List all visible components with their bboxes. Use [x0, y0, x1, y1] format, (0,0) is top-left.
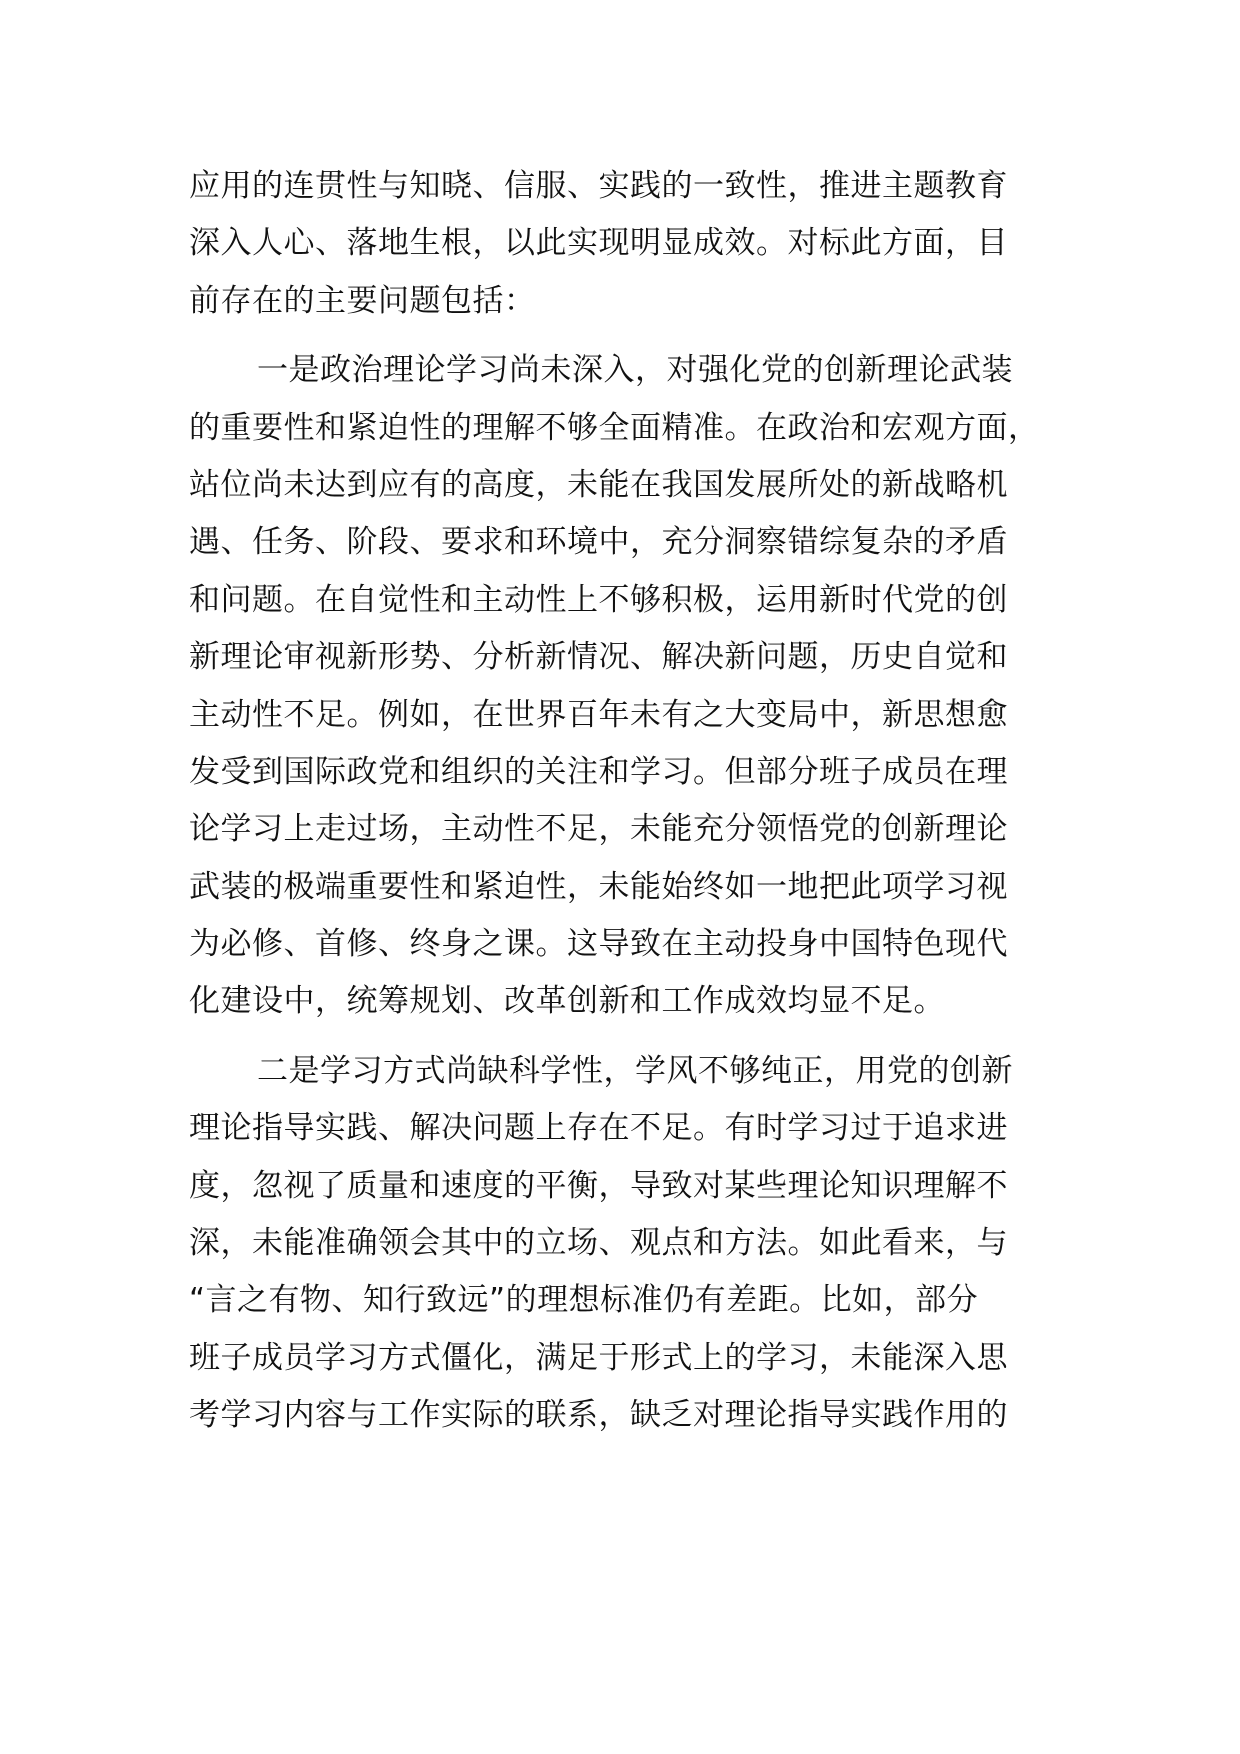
text-line: 班子成员学习方式僵化，满足于形式上的学习，未能深入思 — [189, 1339, 1008, 1376]
text-line: “言之有物、知行致远”的理想标准仍有差距。比如，部分 — [189, 1282, 979, 1319]
text-line: 的重要性和紧迫性的理解不够全面精准。在政治和宏观方面， — [189, 409, 1040, 446]
text-line: 理论指导实践、解决问题上存在不足。有时学习过于追求进 — [189, 1110, 1008, 1147]
text-line: 深入人心、落地生根，以此实现明显成效。对标此方面，目 — [189, 225, 1008, 262]
text-line: 新理论审视新形势、分析新情况、解决新问题，历史自觉和 — [189, 639, 1008, 676]
text-line: 前存在的主要问题包括： — [189, 282, 536, 319]
paragraph-intro — [189, 158, 1089, 330]
text-line: 应用的连贯性与知晓、信服、实践的一致性，推进主题教育 — [189, 168, 1008, 204]
text-line: 考学习内容与工作实际的联系，缺乏对理论指导实践作用的 — [189, 1397, 1008, 1434]
paragraph-point-two — [189, 1043, 1089, 1445]
text-line: 深，未能准确领会其中的立场、观点和方法。如此看来，与 — [189, 1225, 1008, 1262]
text-line: 一是政治理论学习尚未深入，对强化党的创新理论武装 — [257, 352, 1013, 389]
paragraph-point-one — [189, 342, 1089, 1031]
text-line: 和问题。在自觉性和主动性上不够积极，运用新时代党的创 — [189, 581, 1008, 618]
text-line: 为必修、首修、终身之课。这导致在主动投身中国特色现代 — [189, 926, 1008, 963]
document-body — [189, 158, 1089, 1457]
text-line: 主动性不足。例如，在世界百年未有之大变局中，新思想愈 — [189, 696, 1008, 733]
text-line: 论学习上走过场，主动性不足，未能充分领悟党的创新理论 — [189, 811, 1008, 848]
text-line: 二是学习方式尚缺科学性，学风不够纯正，用党的创新 — [257, 1052, 1013, 1089]
text-line: 遇、任务、阶段、要求和环境中，充分洞察错综复杂的矛盾 — [189, 524, 1008, 561]
text-line: 化建设中，统筹规划、改革创新和工作成效均显不足。 — [189, 983, 945, 1020]
text-line: 度，忽视了质量和速度的平衡，导致对某些理论知识理解不 — [189, 1167, 1008, 1204]
text-line: 武装的极端重要性和紧迫性，未能始终如一地把此项学习视 — [189, 868, 1008, 905]
text-line: 站位尚未达到应有的高度，未能在我国发展所处的新战略机 — [189, 466, 1008, 503]
text-line: 发受到国际政党和组织的关注和学习。但部分班子成员在理 — [189, 753, 1008, 790]
